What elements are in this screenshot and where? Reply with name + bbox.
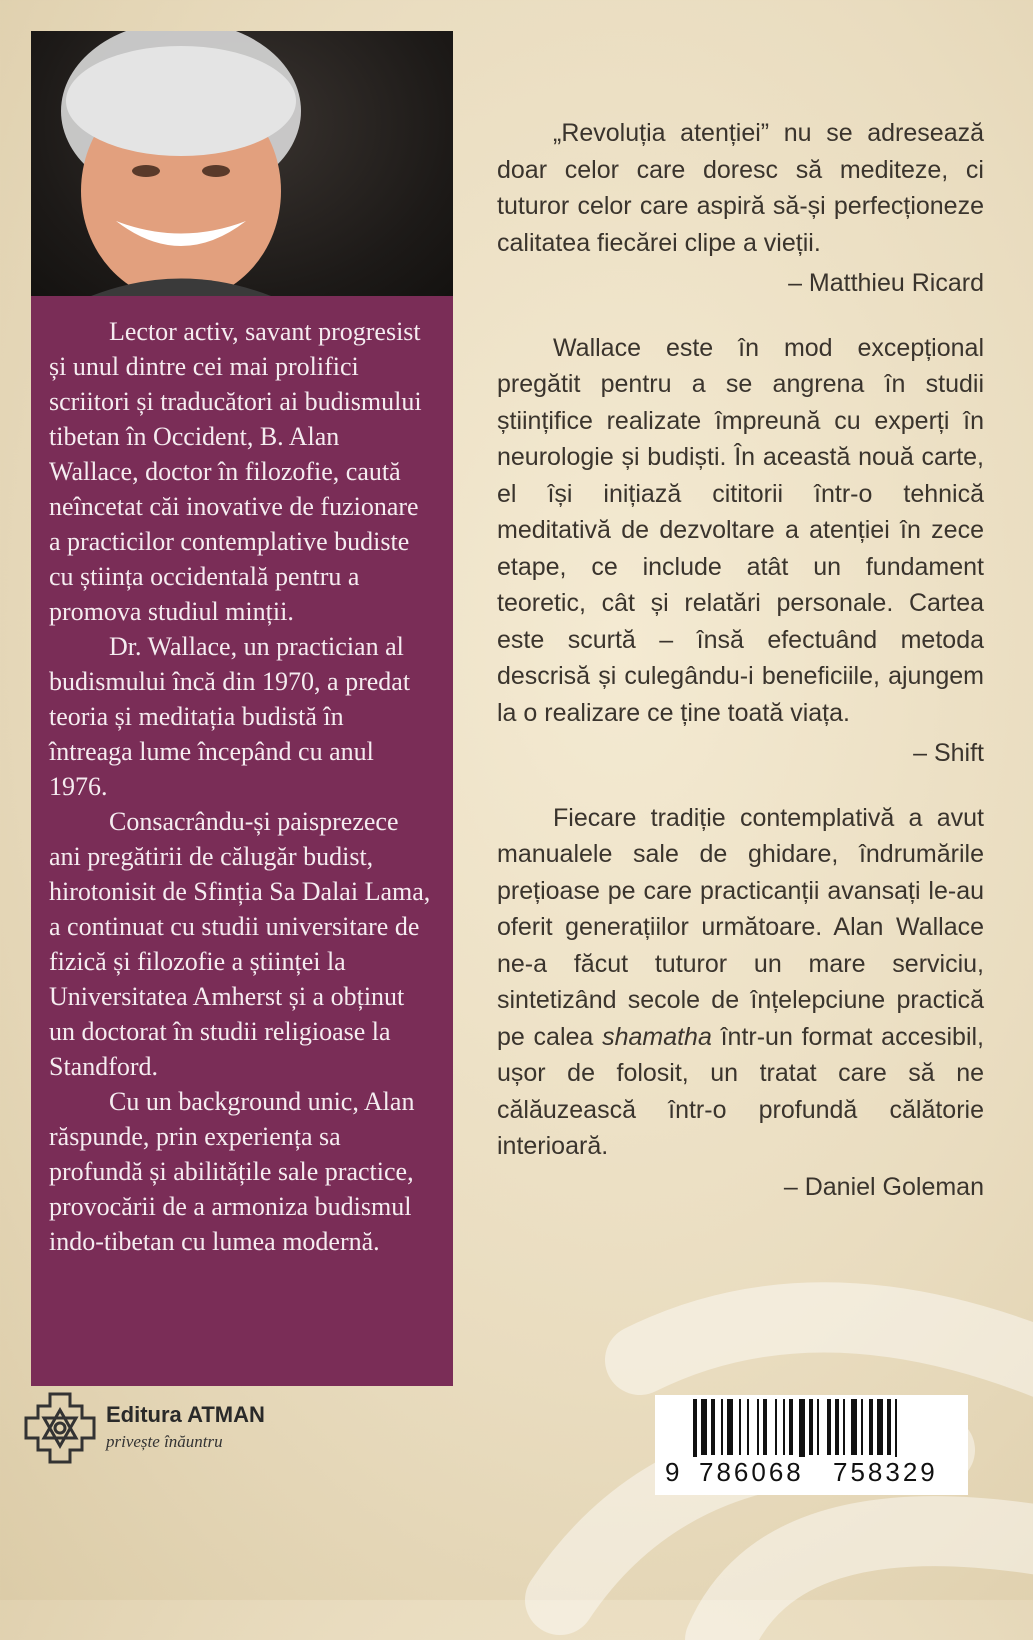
bio-paragraph-3: Consacrându-și paisprezece ani pregătirii de călugăr budist, hirotonisit de Sfinția Sa Dalai Lama, a continuat cu studii universitare de fizică și filozofie a științei la Universitatea Amherst și a obținut un doctorat în studii religioase la Standford. bbox=[49, 807, 431, 1081]
barcode-bar bbox=[869, 1399, 873, 1455]
quote-emphasis: shamatha bbox=[602, 1022, 712, 1051]
bio-paragraph-2: Dr. Wallace, un practician al budismului încă din 1970, a predat teoria și meditația budistă în întreaga lume începând cu anul 1976. bbox=[49, 632, 411, 801]
barcode-bar bbox=[701, 1399, 707, 1455]
barcode-bar bbox=[747, 1399, 749, 1455]
bio-paragraph-1: Lector activ, savant progresist și unul dintre cei mai prolifici scriitori și traducători ai budismului tibetan în Occident, B. Alan Wallace, doctor în filozofie, caută neîncetat căi inovative de fuzionare a practicilor contemplative budiste cu știința occidentală pentru a promova studiul minții. bbox=[49, 317, 422, 626]
endorsements-column bbox=[497, 115, 984, 1233]
barcode-bar bbox=[827, 1399, 831, 1455]
barcode-bar bbox=[739, 1399, 741, 1455]
bio-paragraph-4: Cu un background unic, Alan răspunde, prin experiența sa profundă și abilitățile sale practice, provocării de a armoniza budismul indo-tibetan cu lumea modernă. bbox=[49, 1087, 415, 1256]
author-photo bbox=[31, 31, 453, 296]
barcode-bar bbox=[721, 1399, 723, 1455]
barcode-bar bbox=[727, 1399, 733, 1455]
barcode-bar bbox=[851, 1399, 857, 1455]
isbn-barcode bbox=[655, 1395, 968, 1495]
author-portrait-image bbox=[31, 31, 453, 296]
barcode-bar bbox=[887, 1399, 891, 1455]
quote-text: „Revoluția atenției” nu se adresează doar celor care doresc să mediteze, ci tuturor celor care aspiră să-și perfecționeze calitatea fiecărei clipe a vieții. bbox=[497, 119, 984, 257]
barcode-bar bbox=[789, 1399, 793, 1455]
barcode-bar bbox=[757, 1399, 759, 1455]
publisher-logo bbox=[22, 1390, 292, 1480]
barcode-bar bbox=[799, 1399, 805, 1457]
barcode-bar bbox=[763, 1399, 767, 1455]
barcode-bar bbox=[861, 1399, 863, 1455]
barcode-digit-first: 9 bbox=[665, 1457, 680, 1487]
yantra-logo-icon bbox=[22, 1390, 98, 1466]
barcode-bar bbox=[835, 1399, 839, 1455]
author-bio-panel bbox=[31, 296, 453, 1386]
barcode-bar bbox=[775, 1399, 777, 1455]
barcode-bar bbox=[783, 1399, 785, 1455]
quote-author: – Daniel Goleman bbox=[783, 1172, 984, 1201]
quote-ricard bbox=[497, 115, 984, 302]
barcode-group-2: 758329 bbox=[833, 1457, 938, 1487]
quote-author: – Shift bbox=[913, 739, 984, 767]
quote-author: – Matthieu Ricard bbox=[788, 269, 984, 297]
barcode-bar bbox=[817, 1399, 819, 1455]
barcode-bar bbox=[711, 1399, 715, 1455]
quote-goleman bbox=[497, 800, 984, 1206]
barcode-bar bbox=[877, 1399, 883, 1455]
author-column bbox=[31, 31, 453, 1386]
quote-shift bbox=[497, 330, 984, 772]
barcode-bar bbox=[895, 1399, 897, 1457]
publisher-tagline: privește înăuntru bbox=[106, 1432, 223, 1451]
quote-text: Wallace este în mod excepțional pregătit pentru a se angrena în studii științifice realizate împreună cu experți în neurologie și budiști. În această nouă carte, el își inițiază cititorii într-o tehnică meditativă de dezvoltare a atenției în zece etape, ce include atât un fundament teoretic, cât și relatări personale. Cartea este scurtă – însă efectuând metoda descrisă și culegându-i beneficiile, ajungem la o realizare ce ține toată viața. bbox=[497, 333, 984, 727]
barcode-bar bbox=[693, 1399, 697, 1457]
barcode-bars bbox=[655, 1395, 968, 1457]
publisher-name: Editura ATMAN bbox=[106, 1402, 265, 1427]
barcode-bar bbox=[809, 1399, 813, 1455]
quote-text: Fiecare tradiție contemplativă a avut manualele sale de ghidare, îndrumările prețioase pe care practicanții avansați le-au oferit generațiilor următoare. Alan Wallace ne-a făcut tuturor un mare serviciu, sintetizând secole de înțelepciune practică pe calea shamatha într-un format accesibil, ușor de folosit, un tratat care să ne călăuzească într-o profundă călătorie interioară. bbox=[497, 803, 985, 1160]
barcode-bar bbox=[843, 1399, 845, 1455]
barcode-group-1: 786068 bbox=[699, 1457, 804, 1487]
